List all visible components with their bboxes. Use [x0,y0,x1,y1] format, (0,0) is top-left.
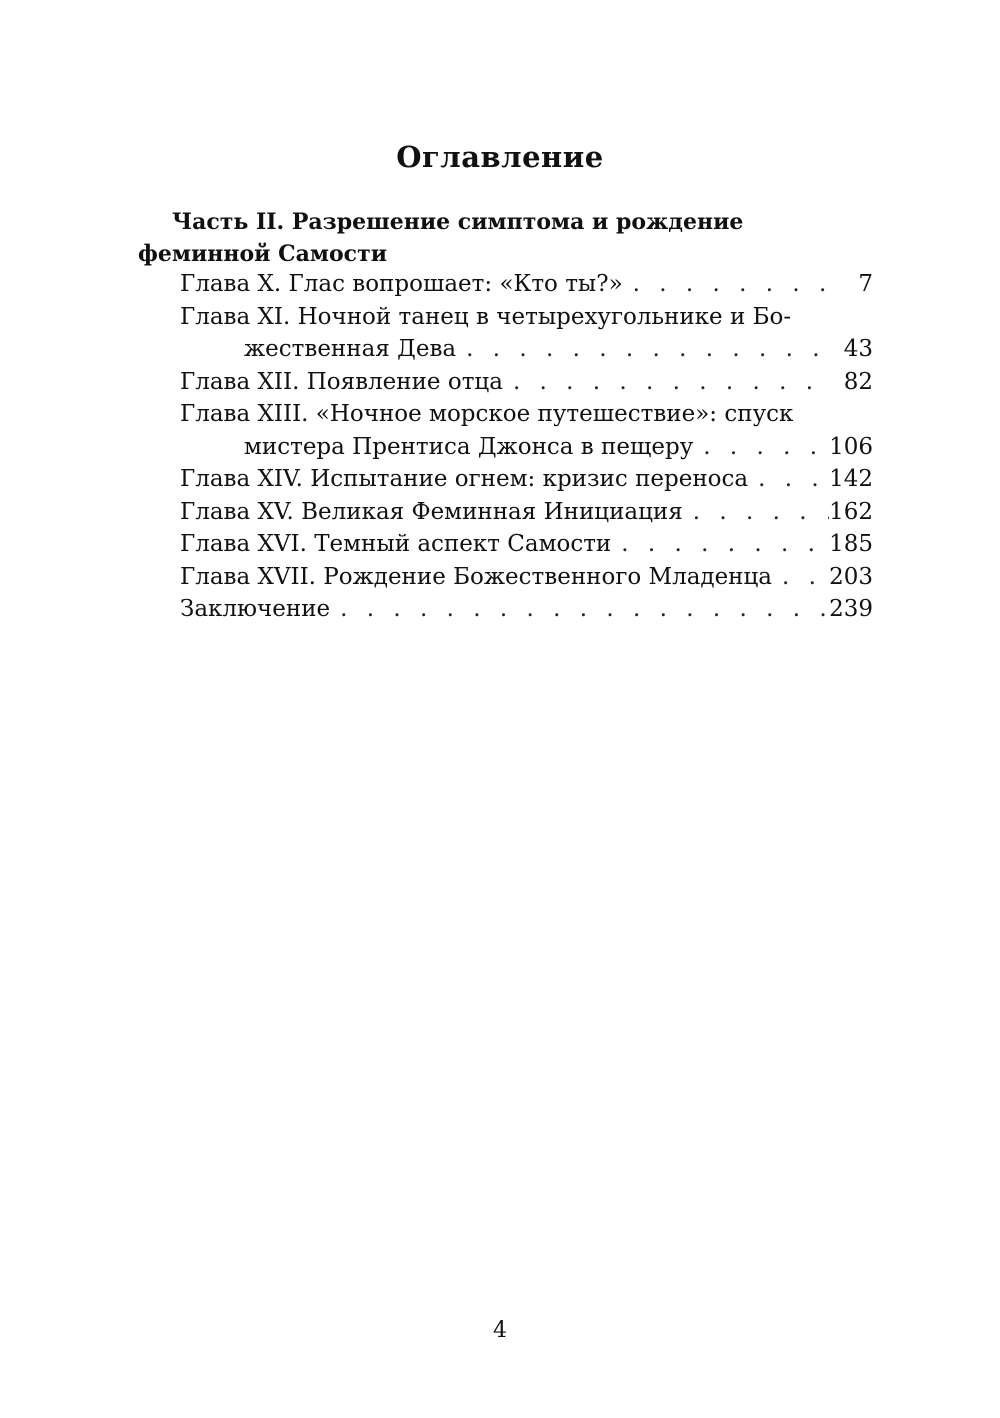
dot-leader [623,268,833,301]
toc-list [180,268,873,626]
dot-leader [693,431,829,464]
toc-entry-title: Глава XIV. Испытание огнем: кризис переноса [180,466,749,492]
toc-page-number: 7 [858,271,873,297]
toc-entry-title-continued: жественная Дева [244,336,457,362]
toc-page-number: 203 [829,563,873,590]
toc-entry-title: Заключение [180,596,331,622]
toc-entry-title: Глава XV. Великая Феминная Инициация [180,498,683,525]
toc-entry-conclusion[interactable] [180,593,873,626]
toc-page-number: 43 [843,336,873,362]
toc-entry-chapter-16[interactable] [180,528,873,561]
toc-page-number: 162 [829,498,873,525]
dot-leader [772,561,829,594]
toc-entry-chapter-10[interactable] [180,268,873,301]
toc-page-number: 142 [829,466,873,492]
page-number-footer: 4 [493,1318,507,1343]
toc-entry-chapter-15[interactable] [180,496,873,529]
toc-entry-title: Глава X. Глас вопрошает: «Кто ты?» [180,271,623,297]
toc-page-number: 82 [843,368,873,395]
dot-leader [503,366,833,399]
toc-page-number: 239 [829,596,873,622]
part-heading: Часть II. Разрешение симптома и рождение феминной Самости [138,209,744,267]
toc-entry-title: Глава XVII. Рождение Божественного Младенца [180,563,773,590]
toc-entry-title-continued: мистера Прентиса Джонса в пещеру [244,433,694,460]
toc-entry-chapter-17[interactable] [180,561,873,594]
toc-entry-title: Глава XI. Ночной танец в четырехугольнике и Бо- [180,303,792,330]
toc-entry-chapter-12[interactable] [180,366,873,399]
dot-leader [611,528,829,561]
dot-leader [330,593,829,626]
toc-entry-title: Глава XII. Появление отца [180,368,503,395]
dot-leader [683,496,829,529]
toc-page-number: 106 [829,433,873,460]
toc-entry-title: Глава XIII. «Ночное морское путешествие»: спуск [180,401,794,427]
toc-entry-title: Глава XVI. Темный аспект Самости [180,531,612,557]
dot-leader [456,333,833,366]
toc-page-number: 185 [829,531,873,557]
toc-entry-chapter-14[interactable] [180,463,873,496]
toc-entry-chapter-11[interactable] [180,301,873,366]
dot-leader [748,463,829,496]
toc-entry-chapter-13[interactable] [180,398,873,463]
page-title: Оглавление [396,140,604,174]
